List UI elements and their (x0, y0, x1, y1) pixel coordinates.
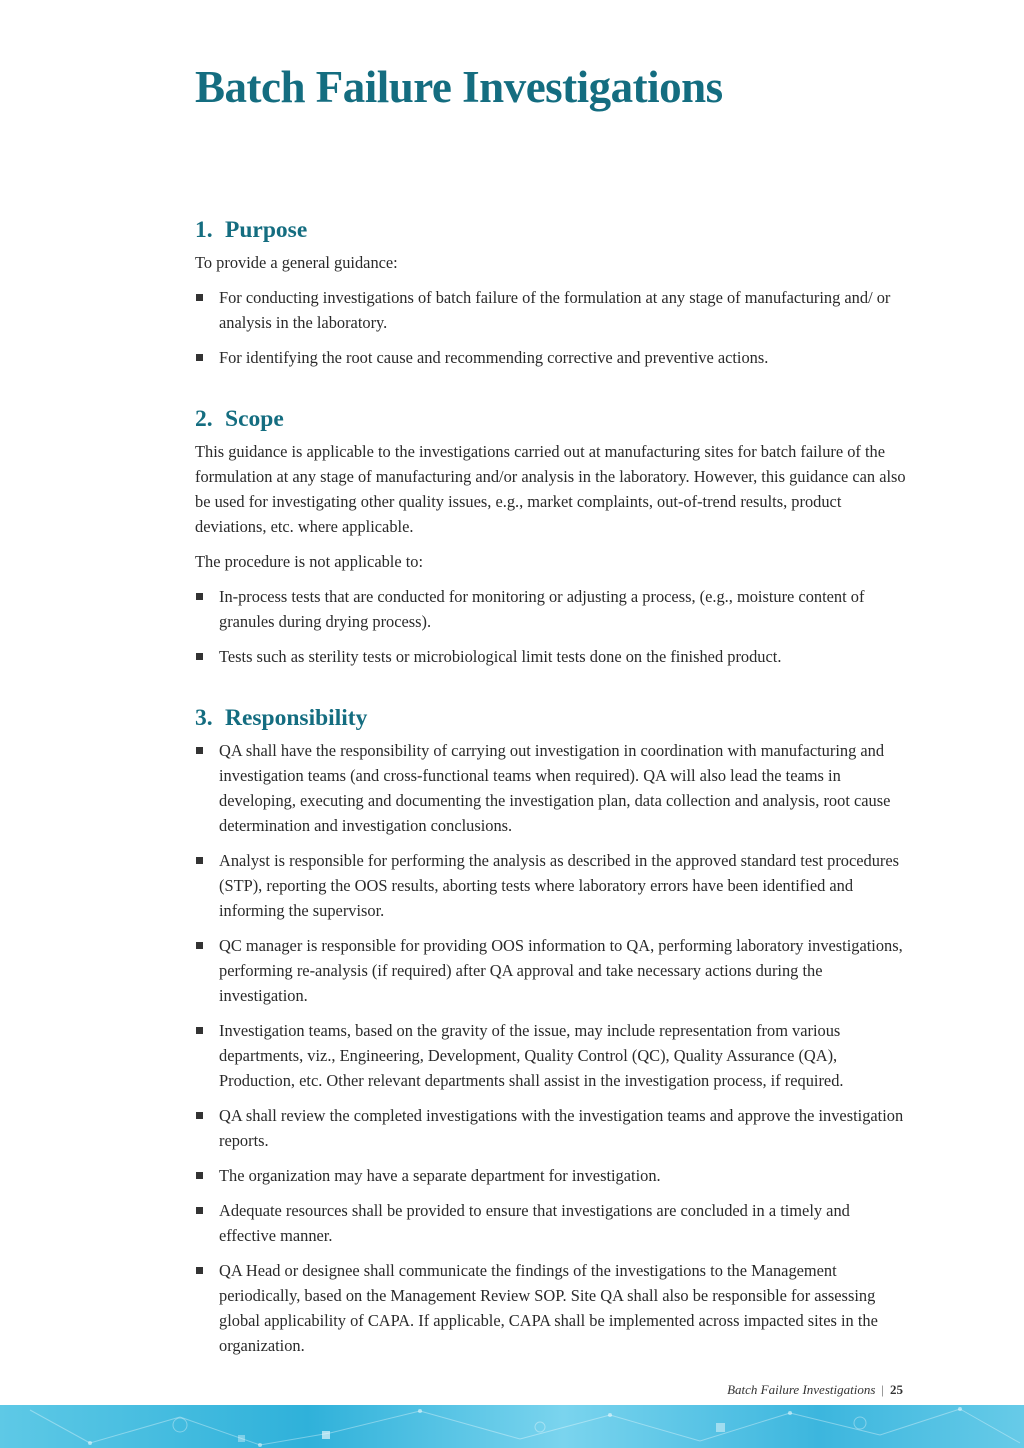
list-item-text: QA shall have the responsibility of carrying out investigation in coordination with manufacturing and investigation teams (and cross-functional teams when required). QA will also lead the teams in developing, executing and documenting the investigation plan, data collection and analysis, root cause determination and investigation conclusions. (219, 741, 891, 835)
square-bullet-icon (196, 1172, 203, 1179)
square-bullet-icon (196, 857, 203, 864)
footer-separator: | (881, 1382, 884, 1397)
section-title: Scope (225, 406, 284, 432)
square-bullet-icon (196, 1027, 203, 1034)
square-bullet-icon (196, 653, 203, 660)
list-item-text: The organization may have a separate department for investigation. (219, 1166, 661, 1185)
list-item-text: Tests such as sterility tests or microbiological limit tests done on the finished product. (219, 647, 782, 666)
network-pattern-icon (0, 1405, 1024, 1448)
list-item (195, 1103, 907, 1153)
intro-text: The procedure is not applicable to: (195, 552, 424, 571)
square-bullet-icon (196, 1207, 203, 1214)
list-item (195, 345, 907, 370)
list-item-text: For conducting investigations of batch failure of the formulation at any stage of manufacturing and/ or analysis in the laboratory. (219, 288, 891, 332)
footer-title: Batch Failure Investigations (727, 1382, 876, 1397)
section-scope (195, 404, 907, 669)
square-bullet-icon (196, 1112, 203, 1119)
list-item (195, 1198, 907, 1248)
bullet-list (195, 584, 907, 669)
section-title: Responsibility (225, 705, 368, 731)
square-bullet-icon (196, 593, 203, 600)
square-bullet-icon (196, 1267, 203, 1274)
section-number: 3. (195, 705, 213, 731)
list-item-text: Adequate resources shall be provided to ensure that investigations are concluded in a timely and effective manner. (219, 1201, 850, 1245)
list-item (195, 644, 907, 669)
decorative-footer-banner (0, 1405, 1024, 1448)
list-item-text: Analyst is responsible for performing the analysis as described in the approved standard test procedures (STP), reporting the OOS results, aborting tests where laboratory errors have been identified and informing the supervisor. (219, 851, 900, 920)
list-item (195, 738, 907, 838)
section-purpose (195, 215, 907, 370)
square-bullet-icon (196, 747, 203, 754)
list-item (195, 285, 907, 335)
list-item-text: In-process tests that are conducted for monitoring or adjusting a process, (e.g., moisture content of granules during drying process). (219, 587, 865, 631)
section-heading (195, 703, 907, 733)
square-bullet-icon (196, 942, 203, 949)
body-paragraph: This guidance is applicable to the investigations carried out at manufacturing sites for batch failure of the formulation at any stage of manufacturing and/or analysis in the laboratory. However, this guidance can also be used for investigating other quality issues, e.g., market complaints, out-of-trend results, product deviations, etc. where applicable. (195, 442, 906, 536)
square-bullet-icon (196, 354, 203, 361)
page-footer (727, 1381, 903, 1399)
list-item-text: Investigation teams, based on the gravity of the issue, may include representation from various departments, viz., Engineering, Development, Quality Control (QC), Quality Assurance (QA), Production, etc. Other relevant departments shall assist in the investigation process, if required. (219, 1021, 844, 1090)
list-item (195, 933, 907, 1008)
list-item (195, 584, 907, 634)
square-bullet-icon (196, 294, 203, 301)
list-item-text: QA shall review the completed investigations with the investigation teams and approve the investigation reports. (219, 1106, 904, 1150)
page-title: Batch Failure Investigations (195, 62, 723, 112)
list-item-text: For identifying the root cause and recommending corrective and preventive actions. (219, 348, 769, 367)
section-responsibility (195, 703, 907, 1358)
list-item (195, 1163, 907, 1188)
section-heading (195, 404, 907, 434)
list-item (195, 848, 907, 923)
list-item-text: QC manager is responsible for providing OOS information to QA, performing laboratory investigations, performing re-analysis (if required) after QA approval and take necessary actions during the investigation. (219, 936, 903, 1005)
section-title: Purpose (225, 217, 308, 243)
section-number: 2. (195, 406, 213, 432)
list-item-text: QA Head or designee shall communicate the findings of the investigations to the Management periodically, based on the Management Review SOP. Site QA shall also be responsible for assessing global applicability of CAPA. If applicable, CAPA shall be implemented across impacted sites in the organization. (219, 1261, 878, 1355)
page-number: 25 (890, 1382, 903, 1397)
section-number: 1. (195, 217, 213, 243)
bullet-list (195, 285, 907, 370)
intro-text: To provide a general guidance: (195, 253, 398, 272)
section-heading (195, 215, 907, 245)
bullet-list (195, 738, 907, 1358)
list-item (195, 1258, 907, 1358)
list-item (195, 1018, 907, 1093)
